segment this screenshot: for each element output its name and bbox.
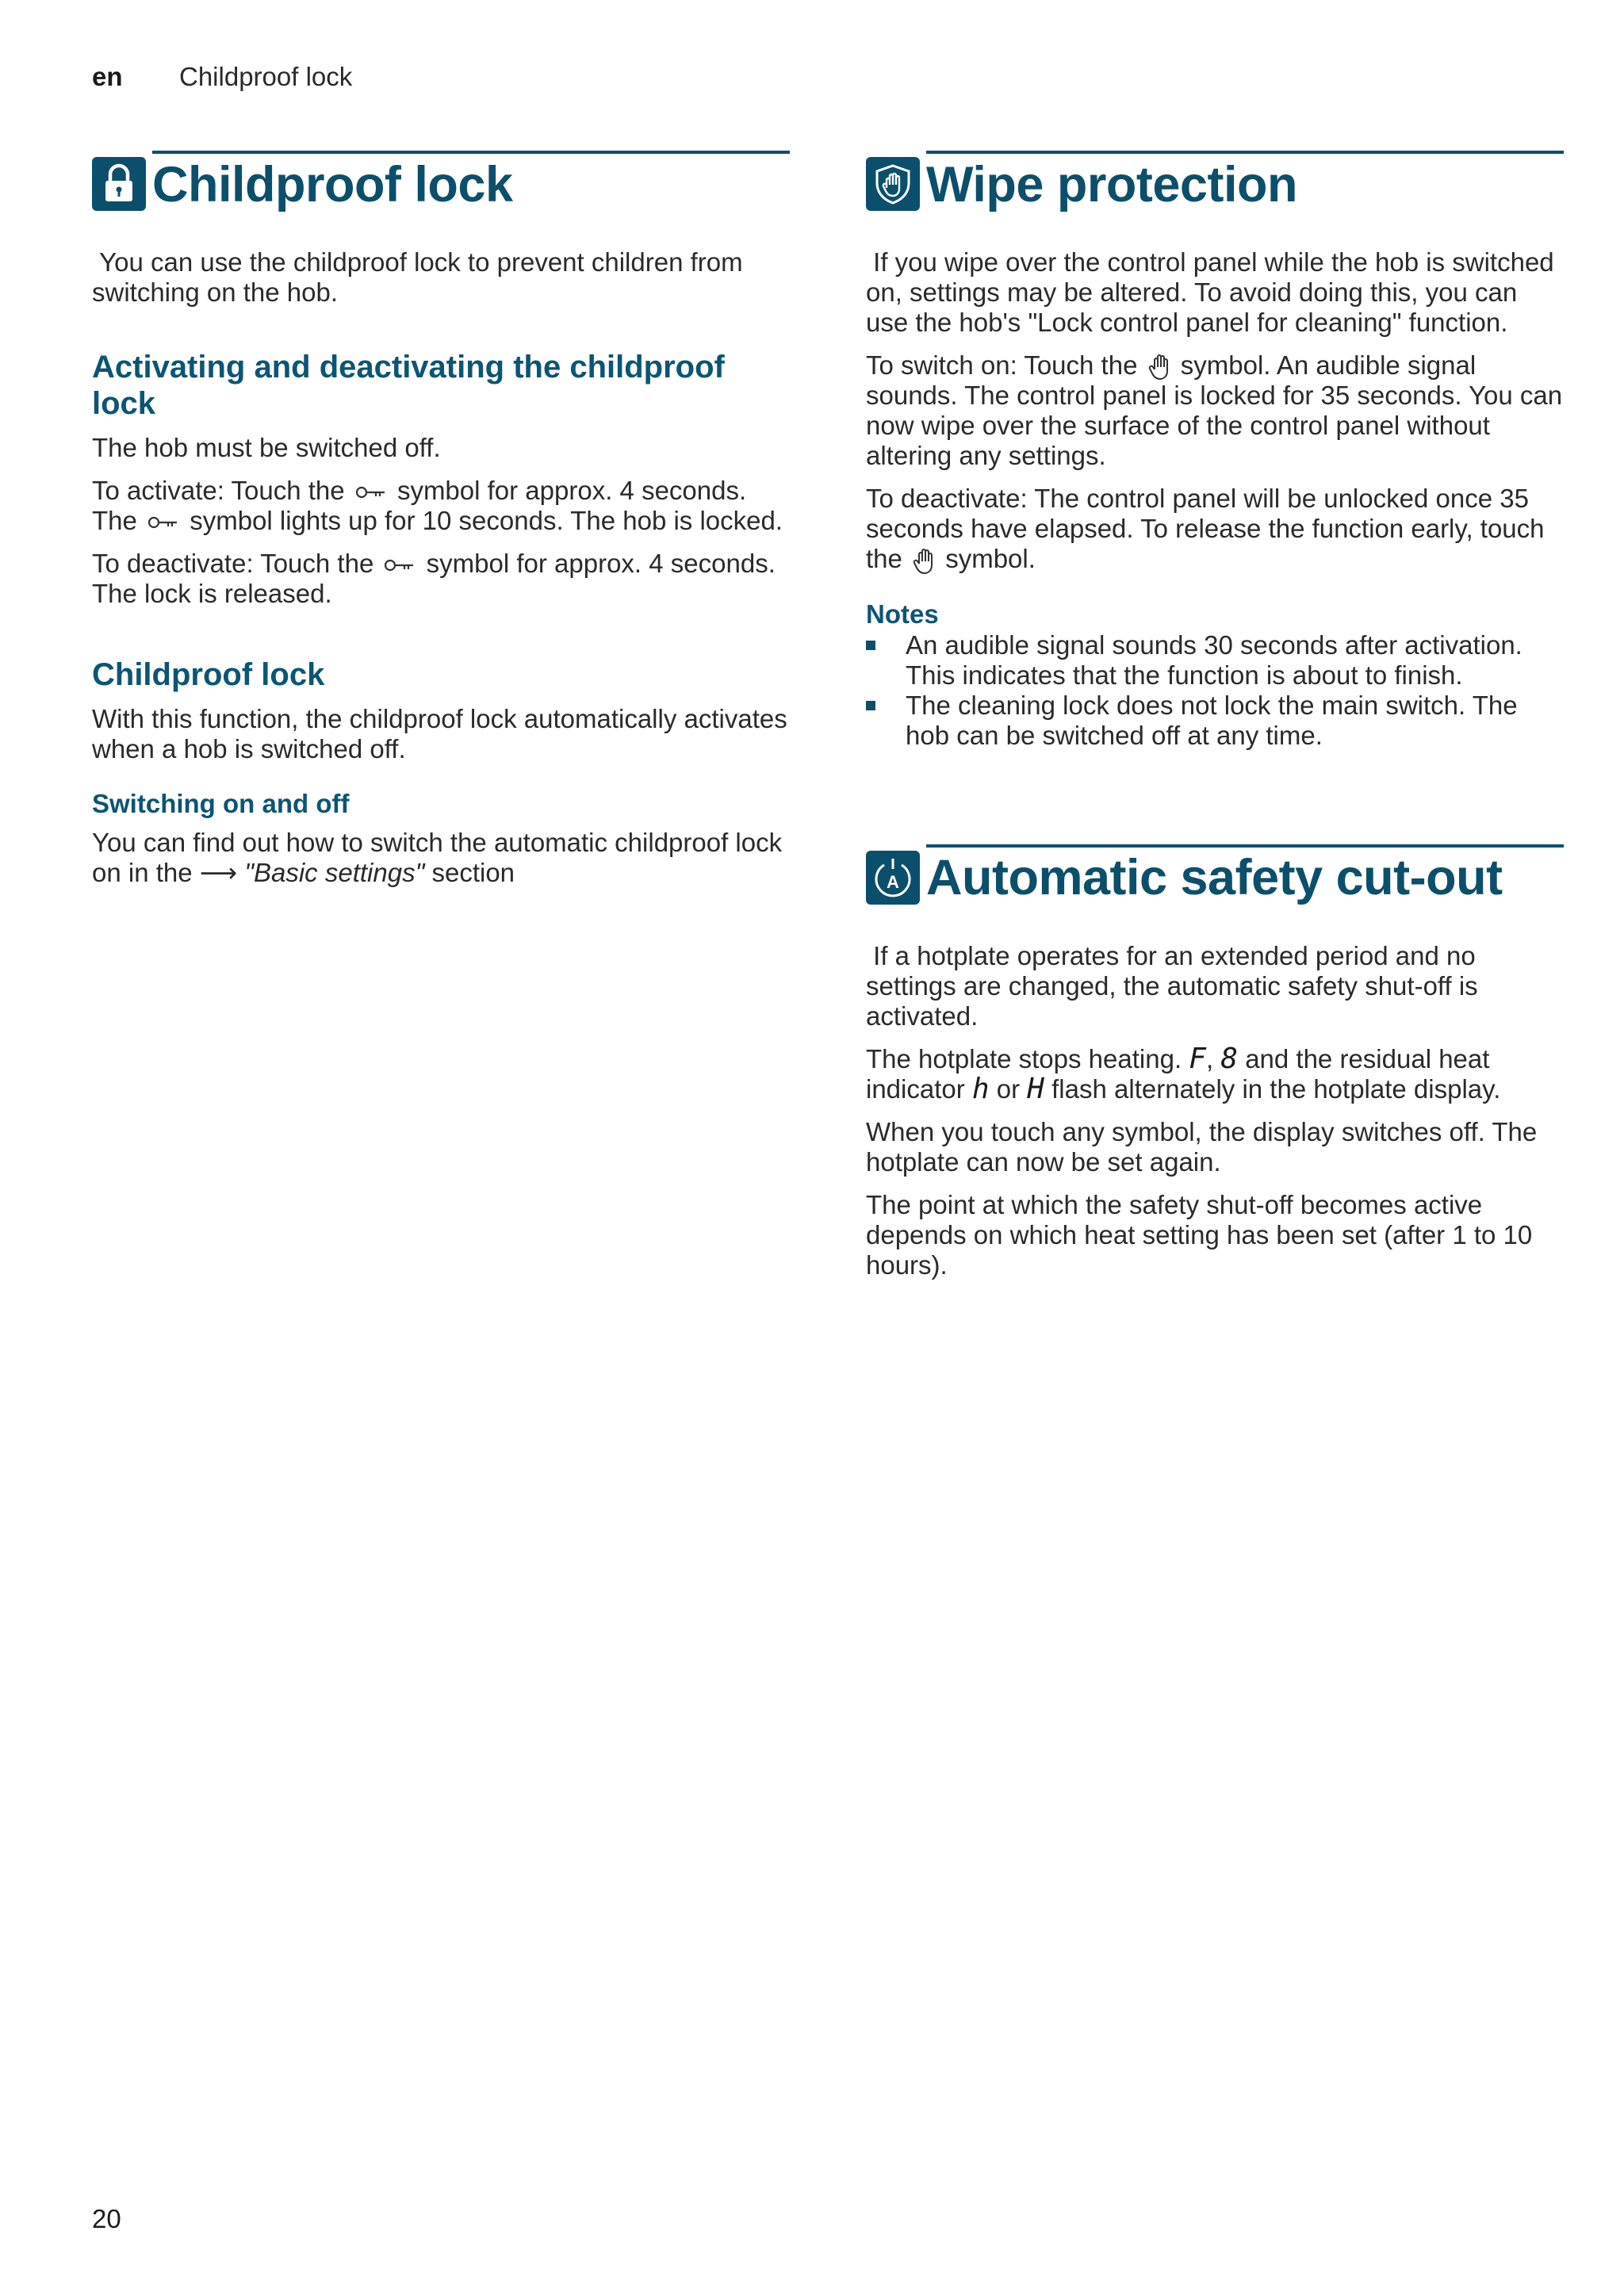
hand-symbol-icon <box>913 548 935 575</box>
subheading-switching: Switching on and off <box>92 789 350 818</box>
notes-list <box>866 630 1564 751</box>
header-section-title: Childproof lock <box>179 62 353 91</box>
display-symbol-f: F <box>1189 1042 1206 1075</box>
key-symbol-icon <box>147 515 179 530</box>
svg-text:A: A <box>887 871 899 892</box>
paragraph-switch-on: To switch on: Touch the symbol. An audible signal sounds. The control panel is locked for 35 seconds. You can now wipe over the surface of the control panel without altering any settings. <box>866 350 1563 471</box>
display-symbol-8: 8 <box>1220 1042 1239 1075</box>
basic-settings-link[interactable]: "Basic settings" <box>244 858 425 887</box>
subheading-activating: Activating and deactivating the childproof lock <box>92 350 725 421</box>
automatic-safety-heading <box>866 844 1564 905</box>
wipe-protection-heading <box>866 151 1564 211</box>
display-symbol-h: h <box>971 1072 990 1105</box>
right-column <box>866 151 1564 1280</box>
section-title: Childproof lock <box>152 156 513 212</box>
bullet-marker <box>866 701 875 710</box>
paragraph-wipe-deactivate: To deactivate: The control panel will be unlocked once 35 seconds have elapsed. To release the function early, touch the symbol. <box>866 484 1545 574</box>
display-symbol-H: H <box>1027 1072 1044 1105</box>
auto-intro-paragraph: If a hotplate operates for an extended period and no settings are changed, the automatic safety shut-off is activated. <box>866 940 1485 1031</box>
paragraph-activate: To activate: Touch the symbol for approx. 4 seconds. The symbol lights up for 10 seconds. The hob is locked. <box>92 476 783 535</box>
notes-heading: Notes <box>866 599 939 629</box>
paragraph-automatic-lock: With this function, the childproof lock automatically activates when a hob is switched off. <box>92 704 787 763</box>
list-item: An audible signal sounds 30 seconds after activation. This indicates that the function is about to finish. <box>866 630 1564 691</box>
hand-shield-icon <box>866 157 920 211</box>
subheading-childproof-lock: Childproof lock <box>92 657 325 692</box>
padlock-icon <box>92 157 146 211</box>
auto-power-icon <box>866 851 920 905</box>
paragraph-point-active: The point at which the safety shut-off becomes active depends on which heat setting has been set (after 1 to 10 hours). <box>866 1189 1533 1280</box>
paragraph-basic-settings: You can find out how to switch the automatic childproof lock on in the ⟶ "Basic settings" section <box>92 828 783 887</box>
paragraph-hob-off: The hob must be switched off. <box>92 433 441 462</box>
section-title: Automatic safety cut-out <box>926 850 1503 906</box>
bullet-marker <box>866 641 875 650</box>
childproof-lock-heading <box>92 151 790 211</box>
hand-symbol-icon <box>1148 354 1170 381</box>
list-item: The cleaning lock does not lock the main switch. The hob can be switched off at any time. <box>866 691 1564 751</box>
paragraph-hotplate-stops: The hotplate stops heating. F, 8 and the residual heat indicator h or H flash alternately in the hotplate display. <box>866 1042 1501 1105</box>
header-language: en <box>92 62 123 91</box>
paragraph-deactivate: To deactivate: Touch the symbol for approx. 4 seconds. The lock is released. <box>92 549 776 608</box>
key-symbol-icon <box>355 484 387 500</box>
cross-reference-arrow: ⟶ <box>199 858 238 887</box>
intro-paragraph: You can use the childproof lock to prevent children from switching on the hob. <box>92 247 750 307</box>
section-title: Wipe protection <box>926 156 1297 212</box>
left-column <box>92 151 790 888</box>
paragraph-touch-symbol: When you touch any symbol, the display switches off. The hotplate can now be set again. <box>866 1116 1538 1177</box>
page-number: 20 <box>92 2204 121 2233</box>
key-symbol-icon <box>384 557 416 573</box>
wipe-intro-paragraph: If you wipe over the control panel while the hob is switched on, settings may be altered. To avoid doing this, you can use the hob's "Lock control panel for cleaning" function. <box>866 247 1561 337</box>
